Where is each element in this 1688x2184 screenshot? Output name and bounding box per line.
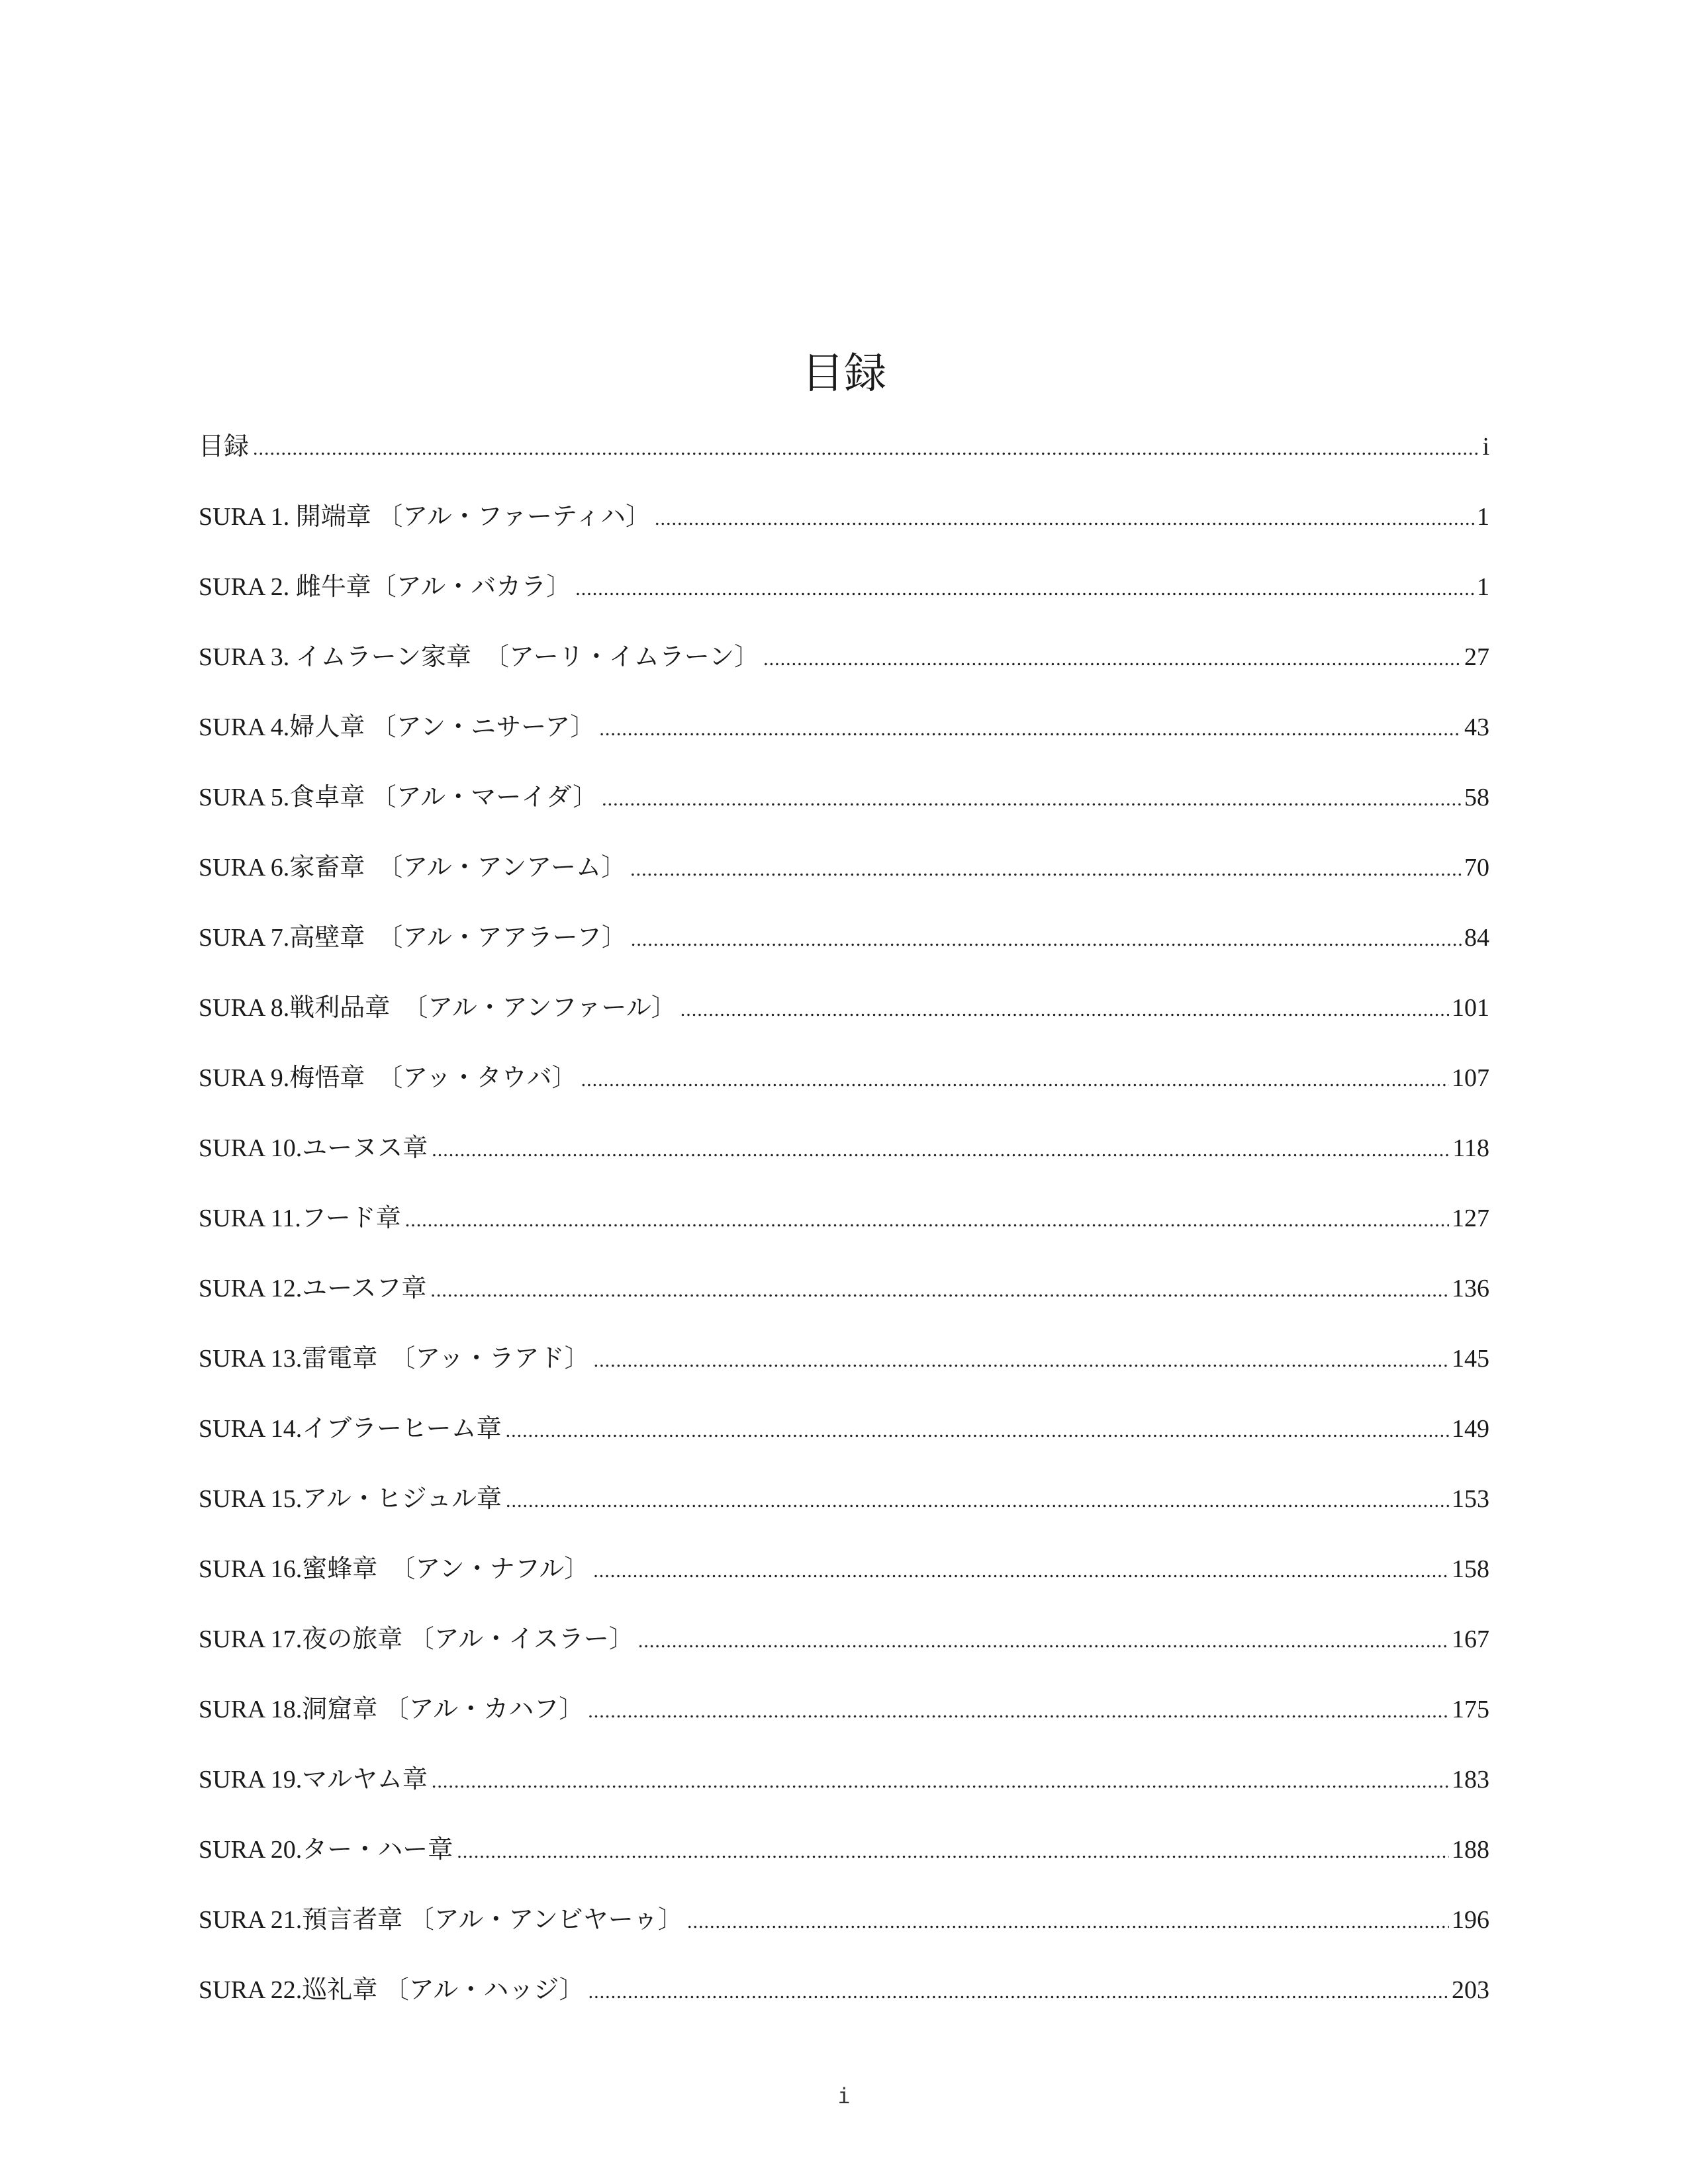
toc-entry[interactable] <box>199 778 1489 848</box>
toc-dot-leader <box>430 1271 1449 1310</box>
toc-entry-label: SURA 6.家畜章 〔アル・アンアーム〕 <box>199 854 627 882</box>
toc-entry-page-number: 158 <box>1452 1555 1489 1583</box>
toc-entry[interactable] <box>199 1970 1489 2040</box>
toc-entry[interactable] <box>199 1199 1489 1269</box>
toc-entry-label: SURA 20.ター・ハー章 <box>199 1836 453 1864</box>
toc-entry-label: SURA 16.蜜蜂章 〔アン・ナフル〕 <box>199 1555 590 1583</box>
toc-entry-label: SURA 14.イブラーヒーム章 <box>199 1415 502 1443</box>
toc-entry-label: SURA 2. 雌牛章〔アル・バカラ〕 <box>199 573 572 601</box>
toc-entry-page-number: 145 <box>1452 1345 1489 1373</box>
page-title: 目録 <box>802 349 886 398</box>
toc-entry-label: SURA 11.フード章 <box>199 1205 401 1232</box>
toc-entry[interactable] <box>199 567 1489 637</box>
toc-entry-label: SURA 10.ユーヌス章 <box>199 1134 428 1162</box>
toc-dot-leader <box>575 569 1474 609</box>
toc-dot-leader <box>253 429 1479 469</box>
toc-entry-page-number: 27 <box>1464 643 1489 671</box>
toc-entry-page-number: 136 <box>1452 1275 1489 1302</box>
toc-entry[interactable] <box>199 848 1489 918</box>
toc-entry-page-number: 1 <box>1477 573 1489 601</box>
toc-entry[interactable] <box>199 1619 1489 1690</box>
toc-entry-page-number: 183 <box>1452 1766 1489 1794</box>
toc-entry-page-number: i <box>1482 433 1489 461</box>
toc-dot-leader <box>631 920 1462 960</box>
toc-dot-leader <box>588 1972 1449 2012</box>
toc-entry[interactable] <box>199 988 1489 1058</box>
toc-entry-page-number: 188 <box>1452 1836 1489 1864</box>
toc-entry[interactable] <box>199 1830 1489 1900</box>
toc-entry-label: SURA 18.洞窟章 〔アル・カハフ〕 <box>199 1696 585 1723</box>
toc-entry-label: SURA 15.アル・ヒジュル章 <box>199 1485 502 1513</box>
toc-entry[interactable] <box>199 1128 1489 1199</box>
toc-entry-page-number: 175 <box>1452 1696 1489 1723</box>
toc-entry-label: SURA 5.食卓章 〔アル・マーイダ〕 <box>199 784 598 811</box>
toc-dot-leader <box>630 850 1462 889</box>
toc-entry-label: SURA 9.梅悟章 〔アッ・タウバ〕 <box>199 1064 577 1092</box>
toc-entry-page-number: 196 <box>1452 1906 1489 1934</box>
toc-dot-leader <box>763 639 1462 679</box>
toc-entry-page-number: 1 <box>1477 503 1489 531</box>
toc-dot-leader <box>432 1762 1449 1801</box>
table-of-contents <box>199 427 1489 2040</box>
toc-entry-page-number: 118 <box>1452 1134 1489 1162</box>
toc-entry-label: SURA 17.夜の旅章 〔アル・イスラー〕 <box>199 1625 634 1653</box>
toc-entry[interactable] <box>199 1479 1489 1549</box>
toc-dot-leader <box>638 1621 1449 1661</box>
toc-dot-leader <box>432 1130 1450 1170</box>
toc-entry-label: SURA 1. 開端章 〔アル・ファーティハ〕 <box>199 503 651 531</box>
toc-dot-leader <box>599 709 1462 749</box>
toc-entry-page-number: 107 <box>1452 1064 1489 1092</box>
toc-entry-label: SURA 3. イムラーン家章 〔アーリ・イムラーン〕 <box>199 643 760 671</box>
toc-dot-leader <box>655 499 1474 539</box>
toc-entry[interactable] <box>199 497 1489 567</box>
toc-entry-page-number: 84 <box>1464 924 1489 952</box>
toc-entry-label: SURA 8.戦利品章 〔アル・アンファール〕 <box>199 994 677 1022</box>
toc-entry-label: SURA 4.婦人章 〔アン・ニサーア〕 <box>199 713 596 741</box>
toc-dot-leader <box>594 1341 1449 1381</box>
toc-entry-page-number: 101 <box>1452 994 1489 1022</box>
toc-entry[interactable] <box>199 707 1489 778</box>
toc-entry[interactable] <box>199 1549 1489 1619</box>
toc-entry-label: SURA 21.預言者章 〔アル・アンビヤーゥ〕 <box>199 1906 683 1934</box>
toc-dot-leader <box>405 1201 1449 1240</box>
toc-entry-label: SURA 12.ユースフ章 <box>199 1275 427 1302</box>
footer-page-number: i <box>837 2083 851 2109</box>
toc-dot-leader <box>588 1692 1449 1731</box>
toc-entry[interactable] <box>199 637 1489 707</box>
toc-entry[interactable] <box>199 1690 1489 1760</box>
toc-entry-page-number: 203 <box>1452 1976 1489 2004</box>
toc-entry[interactable] <box>199 918 1489 988</box>
toc-dot-leader <box>687 1902 1449 1942</box>
toc-entry-label: SURA 7.高壁章 〔アル・アアラーフ〕 <box>199 924 627 952</box>
toc-dot-leader <box>581 1060 1449 1100</box>
toc-entry-page-number: 149 <box>1452 1415 1489 1443</box>
toc-entry[interactable] <box>199 427 1489 497</box>
toc-dot-leader <box>457 1832 1449 1872</box>
toc-entry[interactable] <box>199 1900 1489 1970</box>
toc-dot-leader <box>506 1481 1449 1521</box>
toc-entry-label: 目録 <box>199 433 250 461</box>
toc-entry[interactable] <box>199 1409 1489 1479</box>
toc-dot-leader <box>680 990 1449 1030</box>
toc-entry-page-number: 43 <box>1464 713 1489 741</box>
toc-entry[interactable] <box>199 1058 1489 1128</box>
toc-entry-page-number: 167 <box>1452 1625 1489 1653</box>
toc-entry-page-number: 70 <box>1464 854 1489 882</box>
toc-entry-page-number: 58 <box>1464 784 1489 811</box>
toc-dot-leader <box>593 1551 1449 1591</box>
toc-entry[interactable] <box>199 1760 1489 1830</box>
toc-entry-page-number: 153 <box>1452 1485 1489 1513</box>
toc-dot-leader <box>602 780 1462 819</box>
toc-entry-page-number: 127 <box>1452 1205 1489 1232</box>
toc-entry-label: SURA 13.雷電章 〔アッ・ラアド〕 <box>199 1345 590 1373</box>
toc-entry[interactable] <box>199 1339 1489 1409</box>
toc-dot-leader <box>506 1411 1449 1451</box>
toc-entry-label: SURA 22.巡礼章 〔アル・ハッジ〕 <box>199 1976 585 2004</box>
toc-entry[interactable] <box>199 1269 1489 1339</box>
toc-entry-label: SURA 19.マルヤム章 <box>199 1766 428 1794</box>
